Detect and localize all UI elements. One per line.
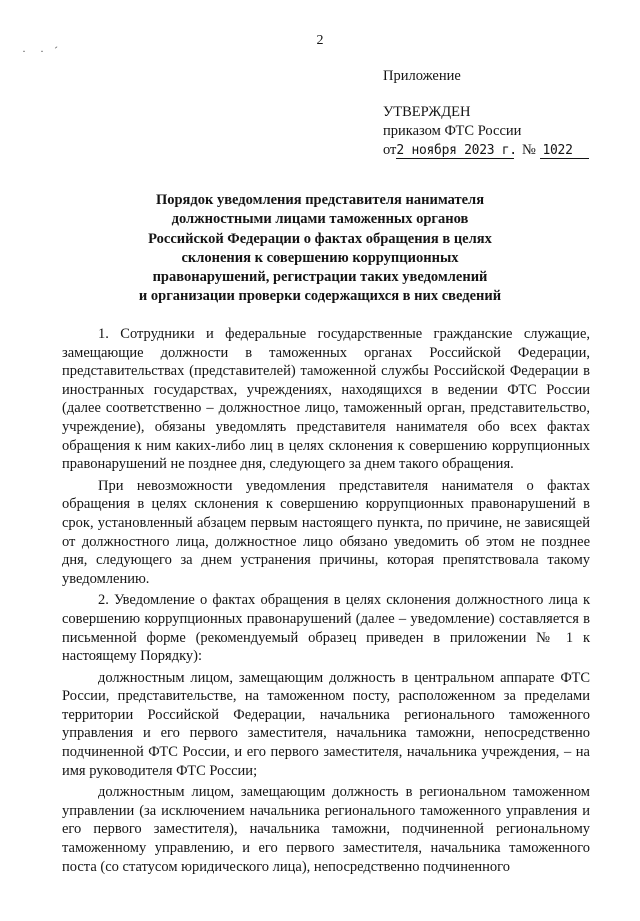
appendix-label: Приложение [383, 68, 461, 84]
paragraph: должностным лицом, замещающим должность в центральном аппарате ФТС России, представительстве, на таможенном посту, расположенном за пределами территории Российской Федерации, начальника регионального таможенного управления и его первого заместителя, начальника таможни, непосредственно подчиненной ФТС России, и его первого заместителя, начальника учреждения, – на имя руководителя ФТС России; [62, 669, 590, 779]
title-line: правонарушений, регистрации таких уведомлений [152, 269, 488, 286]
document-body [62, 325, 590, 876]
approval-block [383, 67, 589, 160]
title-line: и организации проверки содержащихся в них сведений [138, 288, 502, 305]
paragraph: 2. Уведомление о фактах обращения в целях склонения должностного лица к совершению коррупционных правонарушений (далее – уведомление) составляется в письменной форме (рекомендуемый образец приведен в приложении № 1 к настоящему Порядку): [62, 592, 590, 665]
paragraph: При невозможности уведомления представителя нанимателя о фактах обращения в целях склонения к совершению коррупционных правонарушений в срок, установленный абзацем первым настоящего пункта, по причине, не зависящей от должностного лица, должностное лицо обязано уведомить об этом не позднее дня, следующего за днем устранения причины, которая препятствовала такому уведомлению. [62, 477, 590, 587]
paragraph: 1. Сотрудники и федеральные государственные гражданские служащие, замещающие должности в таможенных органах Российской Федерации, представительствах (представителей) таможенной службы Российской Федерации в иностранных государствах, учреждениях, находящихся в ведении ФТС России (далее соответственно – должностное лицо, таможенный орган, представительство, учреждение), обязаны уведомлять представителя нанимателя обо всех фактах обращения к ним каких-либо лиц в целях склонения к совершению коррупционных правонарушений не позднее дня, следующего за днем такого обращения. [62, 326, 590, 473]
date-prefix: от [383, 142, 397, 158]
document-title [40, 191, 600, 307]
order-label: приказом ФТС России [383, 123, 522, 139]
order-date-number-line [383, 141, 589, 160]
scan-mark: ˊ [54, 44, 58, 58]
paragraph: должностным лицом, замещающим должность в региональном таможенном управлении (за исключением начальника регионального таможенного управления и его первого заместителя), начальника таможни, подчиненной региональному таможенному управлению, и его первого заместителя, начальника таможенного поста (со статусом юридического лица), непосредственно подчиненного [62, 784, 590, 875]
page-number: 2 [316, 33, 324, 48]
title-line: Российской Федерации о фактах обращения в целях [148, 230, 492, 247]
title-line: должностными лицами таможенных органов [171, 211, 469, 228]
title-line: Порядок уведомления представителя нанимателя [155, 192, 485, 208]
title-line: склонения к совершению коррупционных [181, 249, 459, 266]
order-date: 2 ноября 2023 г. [396, 143, 517, 158]
scan-mark: · [40, 44, 44, 58]
approved-label: УТВЕРЖДЕН [383, 104, 471, 120]
order-number: 1022 [540, 143, 589, 159]
number-prefix: № [522, 142, 536, 158]
scan-mark: · [22, 44, 26, 58]
